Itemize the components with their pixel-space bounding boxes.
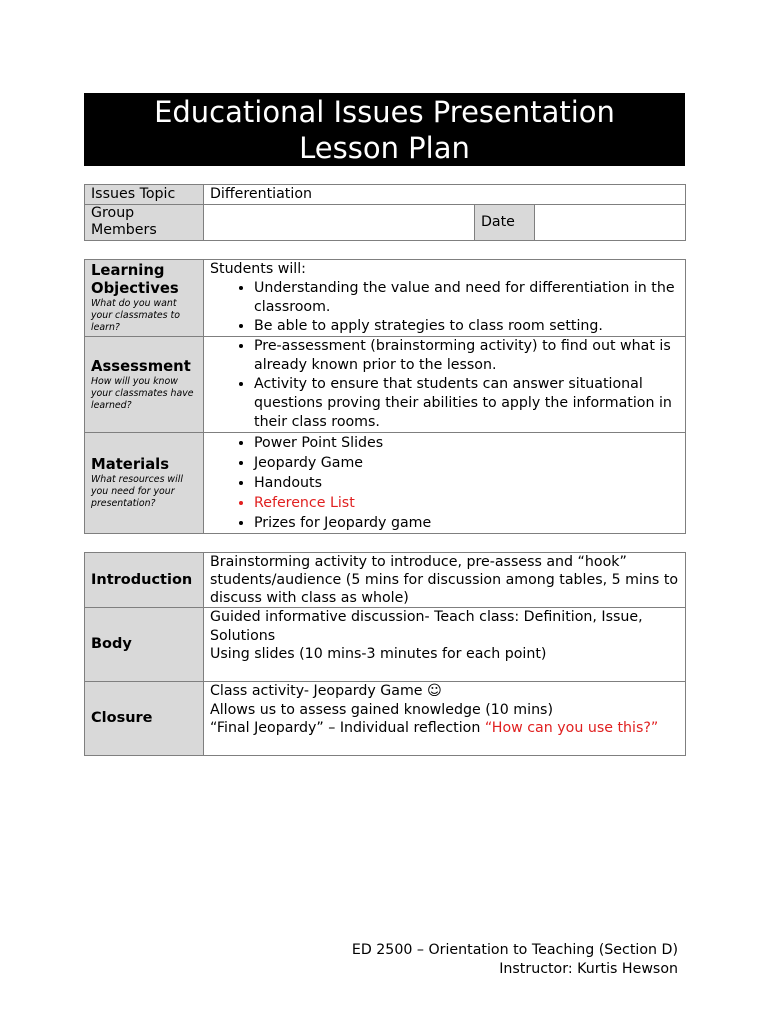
body-label: Body [85, 608, 204, 682]
list-item: • Power Point Slides [254, 433, 679, 453]
issues-topic-value[interactable]: Differentiation [204, 185, 686, 205]
list-item-highlighted: • Reference List [254, 493, 679, 513]
closure-line-2: Allows us to assess gained knowledge (10 mins) [210, 701, 553, 718]
learning-intro: Students will: [210, 261, 306, 277]
body-line-2: Using slides (10 mins-3 minutes for each point) [210, 646, 547, 662]
date-value[interactable] [535, 205, 686, 241]
assessment-hint: How will you know your classmates have learned? [91, 375, 194, 411]
list-item: • Handouts [254, 473, 679, 493]
document-title [84, 93, 685, 166]
structure-table [84, 552, 686, 756]
materials-label: Materials What resources will you need for your presentation? [85, 433, 204, 534]
introduction-content[interactable]: Brainstorming activity to introduce, pre-assess and “hook” students/audience (5 mins for discussion among tables, 5 mins to discuss with class as whole) [204, 553, 686, 608]
list-item: • Pre-assessment (brainstorming activity) to find out what is already known prior to the lesson. [254, 337, 679, 375]
assessment-content[interactable] [204, 337, 686, 433]
title-line-2: Lesson Plan [299, 131, 470, 165]
footer-course: ED 2500 – Orientation to Teaching (Section D) [351, 942, 678, 958]
closure-line-3-prefix: “Final Jeopardy” – Individual reflection [210, 720, 485, 736]
closure-line-3 [210, 719, 679, 738]
materials-content[interactable] [204, 433, 686, 534]
issues-topic-label: Issues Topic [85, 185, 204, 205]
learning-objectives-content[interactable] [204, 260, 686, 337]
assessment-list [210, 337, 679, 432]
list-item: • Activity to ensure that students can answer situational questions proving their abilities to apply the information in their class rooms. [254, 375, 679, 432]
closure-label: Closure [85, 682, 204, 756]
closure-line-3-highlight: “How can you use this?” [484, 720, 659, 736]
date-label: Date [475, 205, 535, 241]
list-item: • Prizes for Jeopardy game [254, 513, 679, 533]
closure-line-1: Class activity- Jeopardy Game ☺ [210, 683, 442, 699]
group-members-value[interactable] [204, 205, 475, 241]
closure-content[interactable] [204, 682, 686, 756]
materials-hint: What resources will you need for your presentation? [91, 474, 183, 509]
group-members-label: Group Members [85, 205, 204, 241]
materials-list [210, 433, 679, 533]
learning-list [210, 279, 679, 336]
learning-objectives-hint: What do you want your classmates to learn? [91, 298, 180, 333]
list-item: • Understanding the value and need for differentiation in the classroom. [254, 279, 679, 317]
learning-objectives-label: Learning Objectives What do you want your classmates to learn? [85, 260, 204, 337]
body-content[interactable] [204, 608, 686, 682]
objectives-table [84, 259, 686, 534]
page-footer [352, 941, 678, 979]
header-table [84, 184, 686, 241]
body-line-1: Guided informative discussion- Teach class: Definition, Issue, Solutions [210, 609, 643, 644]
list-item: • Be able to apply strategies to class room setting. [254, 317, 679, 336]
assessment-label: Assessment How will you know your classmates have learned? [85, 337, 204, 433]
title-line-1: Educational Issues Presentation [154, 95, 615, 129]
list-item: • Jeopardy Game [254, 453, 679, 473]
footer-instructor: Instructor: Kurtis Hewson [499, 961, 678, 977]
introduction-label: Introduction [85, 553, 204, 608]
